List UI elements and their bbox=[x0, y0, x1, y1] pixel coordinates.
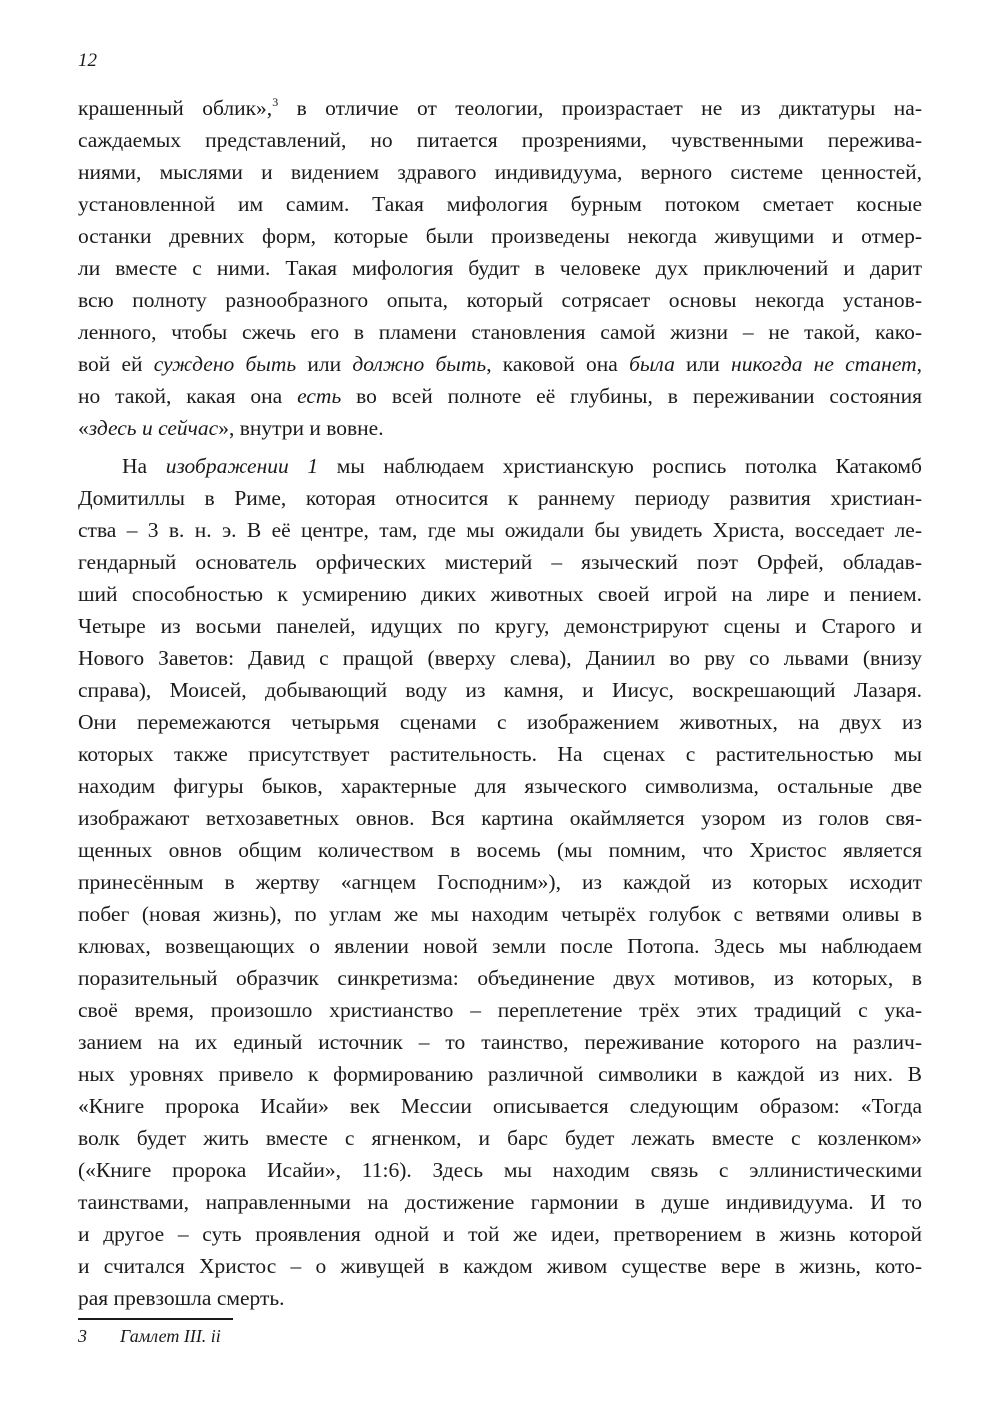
text-line bbox=[78, 962, 922, 994]
text-line bbox=[78, 1090, 922, 1122]
text-segment: занием на их единый источник – то таинство, переживание которого на различ- bbox=[78, 1030, 922, 1054]
text-line bbox=[78, 930, 922, 962]
text-segment: («Книге пророка Исайи», 11:6). Здесь мы находим связь с эллинистическими bbox=[78, 1158, 922, 1182]
text-segment: и считался Христос – о живущей в каждом живом существе вере в жизнь, кото- bbox=[78, 1254, 922, 1278]
footnote-text: Гамлет III. ii bbox=[120, 1326, 221, 1346]
footnote-separator bbox=[78, 1318, 233, 1320]
text-line bbox=[78, 482, 922, 514]
text-segment: находим фигуры быков, характерные для языческого символизма, остальные две bbox=[78, 774, 922, 798]
text-line bbox=[78, 866, 922, 898]
text-segment: крашенный облик», bbox=[78, 96, 273, 120]
text-segment: но такой, какая она bbox=[78, 384, 298, 408]
text-segment: гендарный основатель орфических мистерий – языческий поэт Орфей, обладав- bbox=[78, 550, 922, 574]
text-segment: вой ей bbox=[78, 352, 154, 376]
text-segment: Четыре из восьми панелей, идущих по кругу, демонстрируют сцены и Старого и bbox=[78, 614, 922, 638]
text-segment: На bbox=[122, 454, 166, 478]
text-segment: , каковой она bbox=[486, 352, 630, 376]
text-line bbox=[78, 380, 922, 412]
text-segment: мы наблюдаем христианскую роспись потолка Катакомб bbox=[318, 454, 922, 478]
text-segment: « bbox=[78, 416, 89, 440]
italic-text: суждено быть bbox=[153, 352, 297, 376]
text-line bbox=[78, 738, 922, 770]
text-segment: принесённым в жертву «агнцем Господним»), из каждой из которых исходит bbox=[78, 870, 922, 894]
italic-text: никогда не станет bbox=[731, 352, 917, 376]
text-segment: во всей полноте её глубины, в переживании состояния bbox=[341, 384, 922, 408]
text-segment: установленной им самим. Такая мифология бурным потоком сметает косные bbox=[78, 192, 922, 216]
paragraph bbox=[78, 450, 922, 1314]
text-segment: волк будет жить вместе с ягненком, и барс будет лежать вместе с козленком» bbox=[78, 1126, 922, 1150]
paragraph bbox=[78, 92, 922, 444]
text-line bbox=[78, 674, 922, 706]
text-line bbox=[78, 188, 922, 220]
text-segment: поразительный образчик синкретизма: объединение двух мотивов, из которых, в bbox=[78, 966, 922, 990]
body-text bbox=[78, 92, 922, 1314]
text-segment: Нового Заветов: Давид с пращой (вверху слева), Даниил во рву со львами (внизу bbox=[78, 646, 922, 670]
text-line bbox=[78, 284, 922, 316]
text-line bbox=[78, 610, 922, 642]
text-line bbox=[78, 124, 922, 156]
italic-text: здесь и сейчас bbox=[88, 416, 219, 440]
text-segment: своё время, произошло христианство – переплетение трёх этих традиций с ука- bbox=[78, 998, 922, 1022]
text-segment: «Книге пророка Исайи» век Мессии описывается следующим образом: «Тогда bbox=[78, 1094, 922, 1118]
italic-text: есть bbox=[297, 384, 342, 408]
text-line bbox=[78, 578, 922, 610]
text-segment: Они перемежаются четырьмя сценами с изображением животных, на двух из bbox=[78, 710, 922, 734]
text-line bbox=[78, 706, 922, 738]
italic-text: была bbox=[629, 352, 675, 376]
text-line bbox=[78, 1154, 922, 1186]
text-line bbox=[78, 514, 922, 546]
text-line bbox=[78, 252, 922, 284]
footnote-number: 3 bbox=[78, 1326, 87, 1346]
text-line bbox=[78, 450, 922, 482]
text-segment: ший способностью к усмирению диких животных своей игрой на лире и пением. bbox=[78, 582, 922, 606]
text-segment: Домитиллы в Риме, которая относится к раннему периоду развития христиан- bbox=[78, 486, 922, 510]
page-number: 12 bbox=[78, 50, 97, 71]
text-line bbox=[78, 1026, 922, 1058]
text-segment: или bbox=[296, 352, 353, 376]
text-segment: ленного, чтобы сжечь его в пламени становления самой жизни – не такой, како- bbox=[78, 320, 922, 344]
text-line bbox=[78, 92, 922, 124]
text-line bbox=[78, 348, 922, 380]
text-segment: побег (новая жизнь), по углам же мы находим четырёх голубок с ветвями оливы в bbox=[78, 902, 922, 926]
text-line bbox=[78, 898, 922, 930]
text-segment: , bbox=[916, 352, 923, 376]
text-segment: и другое – суть проявления одной и той же идеи, претворением в жизнь которой bbox=[78, 1222, 922, 1246]
text-segment: ли вместе с ними. Такая мифология будит в человеке дух приключений и дарит bbox=[78, 256, 922, 280]
text-segment: рая превзошла смерть. bbox=[78, 1286, 285, 1310]
text-segment: останки древних форм, которые были произведены некогда живущими и отмер- bbox=[78, 224, 922, 248]
text-line bbox=[78, 834, 922, 866]
italic-text: должно быть bbox=[352, 352, 487, 376]
text-segment: таинствами, направленными на достижение гармонии в душе индивидуума. И то bbox=[78, 1190, 922, 1214]
text-segment: ных уровнях привело к формированию различной символики в каждой из них. В bbox=[78, 1062, 922, 1086]
text-segment: которых также присутствует растительность. На сценах с растительностью мы bbox=[78, 742, 922, 766]
text-segment: ниями, мыслями и видением здравого индивидуума, верного системе ценностей, bbox=[78, 160, 922, 184]
text-line bbox=[78, 1186, 922, 1218]
text-line bbox=[78, 770, 922, 802]
text-segment: ства – 3 в. н. э. В её центре, там, где мы ожидали бы увидеть Христа, восседает ле- bbox=[78, 518, 922, 542]
text-line bbox=[78, 316, 922, 348]
text-line bbox=[78, 1122, 922, 1154]
text-segment: клювах, возвещающих о явлении новой земли после Потопа. Здесь мы наблюдаем bbox=[78, 934, 922, 958]
footnote-reference: 3 bbox=[272, 95, 279, 109]
text-line bbox=[78, 802, 922, 834]
text-line bbox=[78, 642, 922, 674]
italic-text: изображении 1 bbox=[165, 454, 319, 478]
text-segment: справа), Моисей, добывающий воду из камня, и Иисус, воскрешающий Лазаря. bbox=[78, 678, 922, 702]
text-line bbox=[78, 994, 922, 1026]
text-segment: », внутри и вовне. bbox=[218, 416, 384, 440]
text-segment: щенных овнов общим количеством в восемь (мы помним, что Христос является bbox=[78, 838, 922, 862]
text-line bbox=[78, 412, 922, 444]
text-line bbox=[78, 1282, 922, 1314]
text-line bbox=[78, 1218, 922, 1250]
text-line bbox=[78, 1058, 922, 1090]
text-line bbox=[78, 546, 922, 578]
text-line bbox=[78, 1250, 922, 1282]
footnote bbox=[78, 1326, 221, 1347]
text-line bbox=[78, 156, 922, 188]
text-segment: или bbox=[674, 352, 732, 376]
text-segment: изображают ветхозаветных овнов. Вся картина окаймляется узором из голов свя- bbox=[78, 806, 922, 830]
text-segment: всю полноту разнообразного опыта, который сотрясает основы некогда установ- bbox=[78, 288, 922, 312]
text-segment: в отличие от теологии, произрастает не из диктатуры на- bbox=[278, 96, 922, 120]
text-line bbox=[78, 220, 922, 252]
text-segment: саждаемых представлений, но питается прозрениями, чувственными пережива- bbox=[78, 128, 922, 152]
